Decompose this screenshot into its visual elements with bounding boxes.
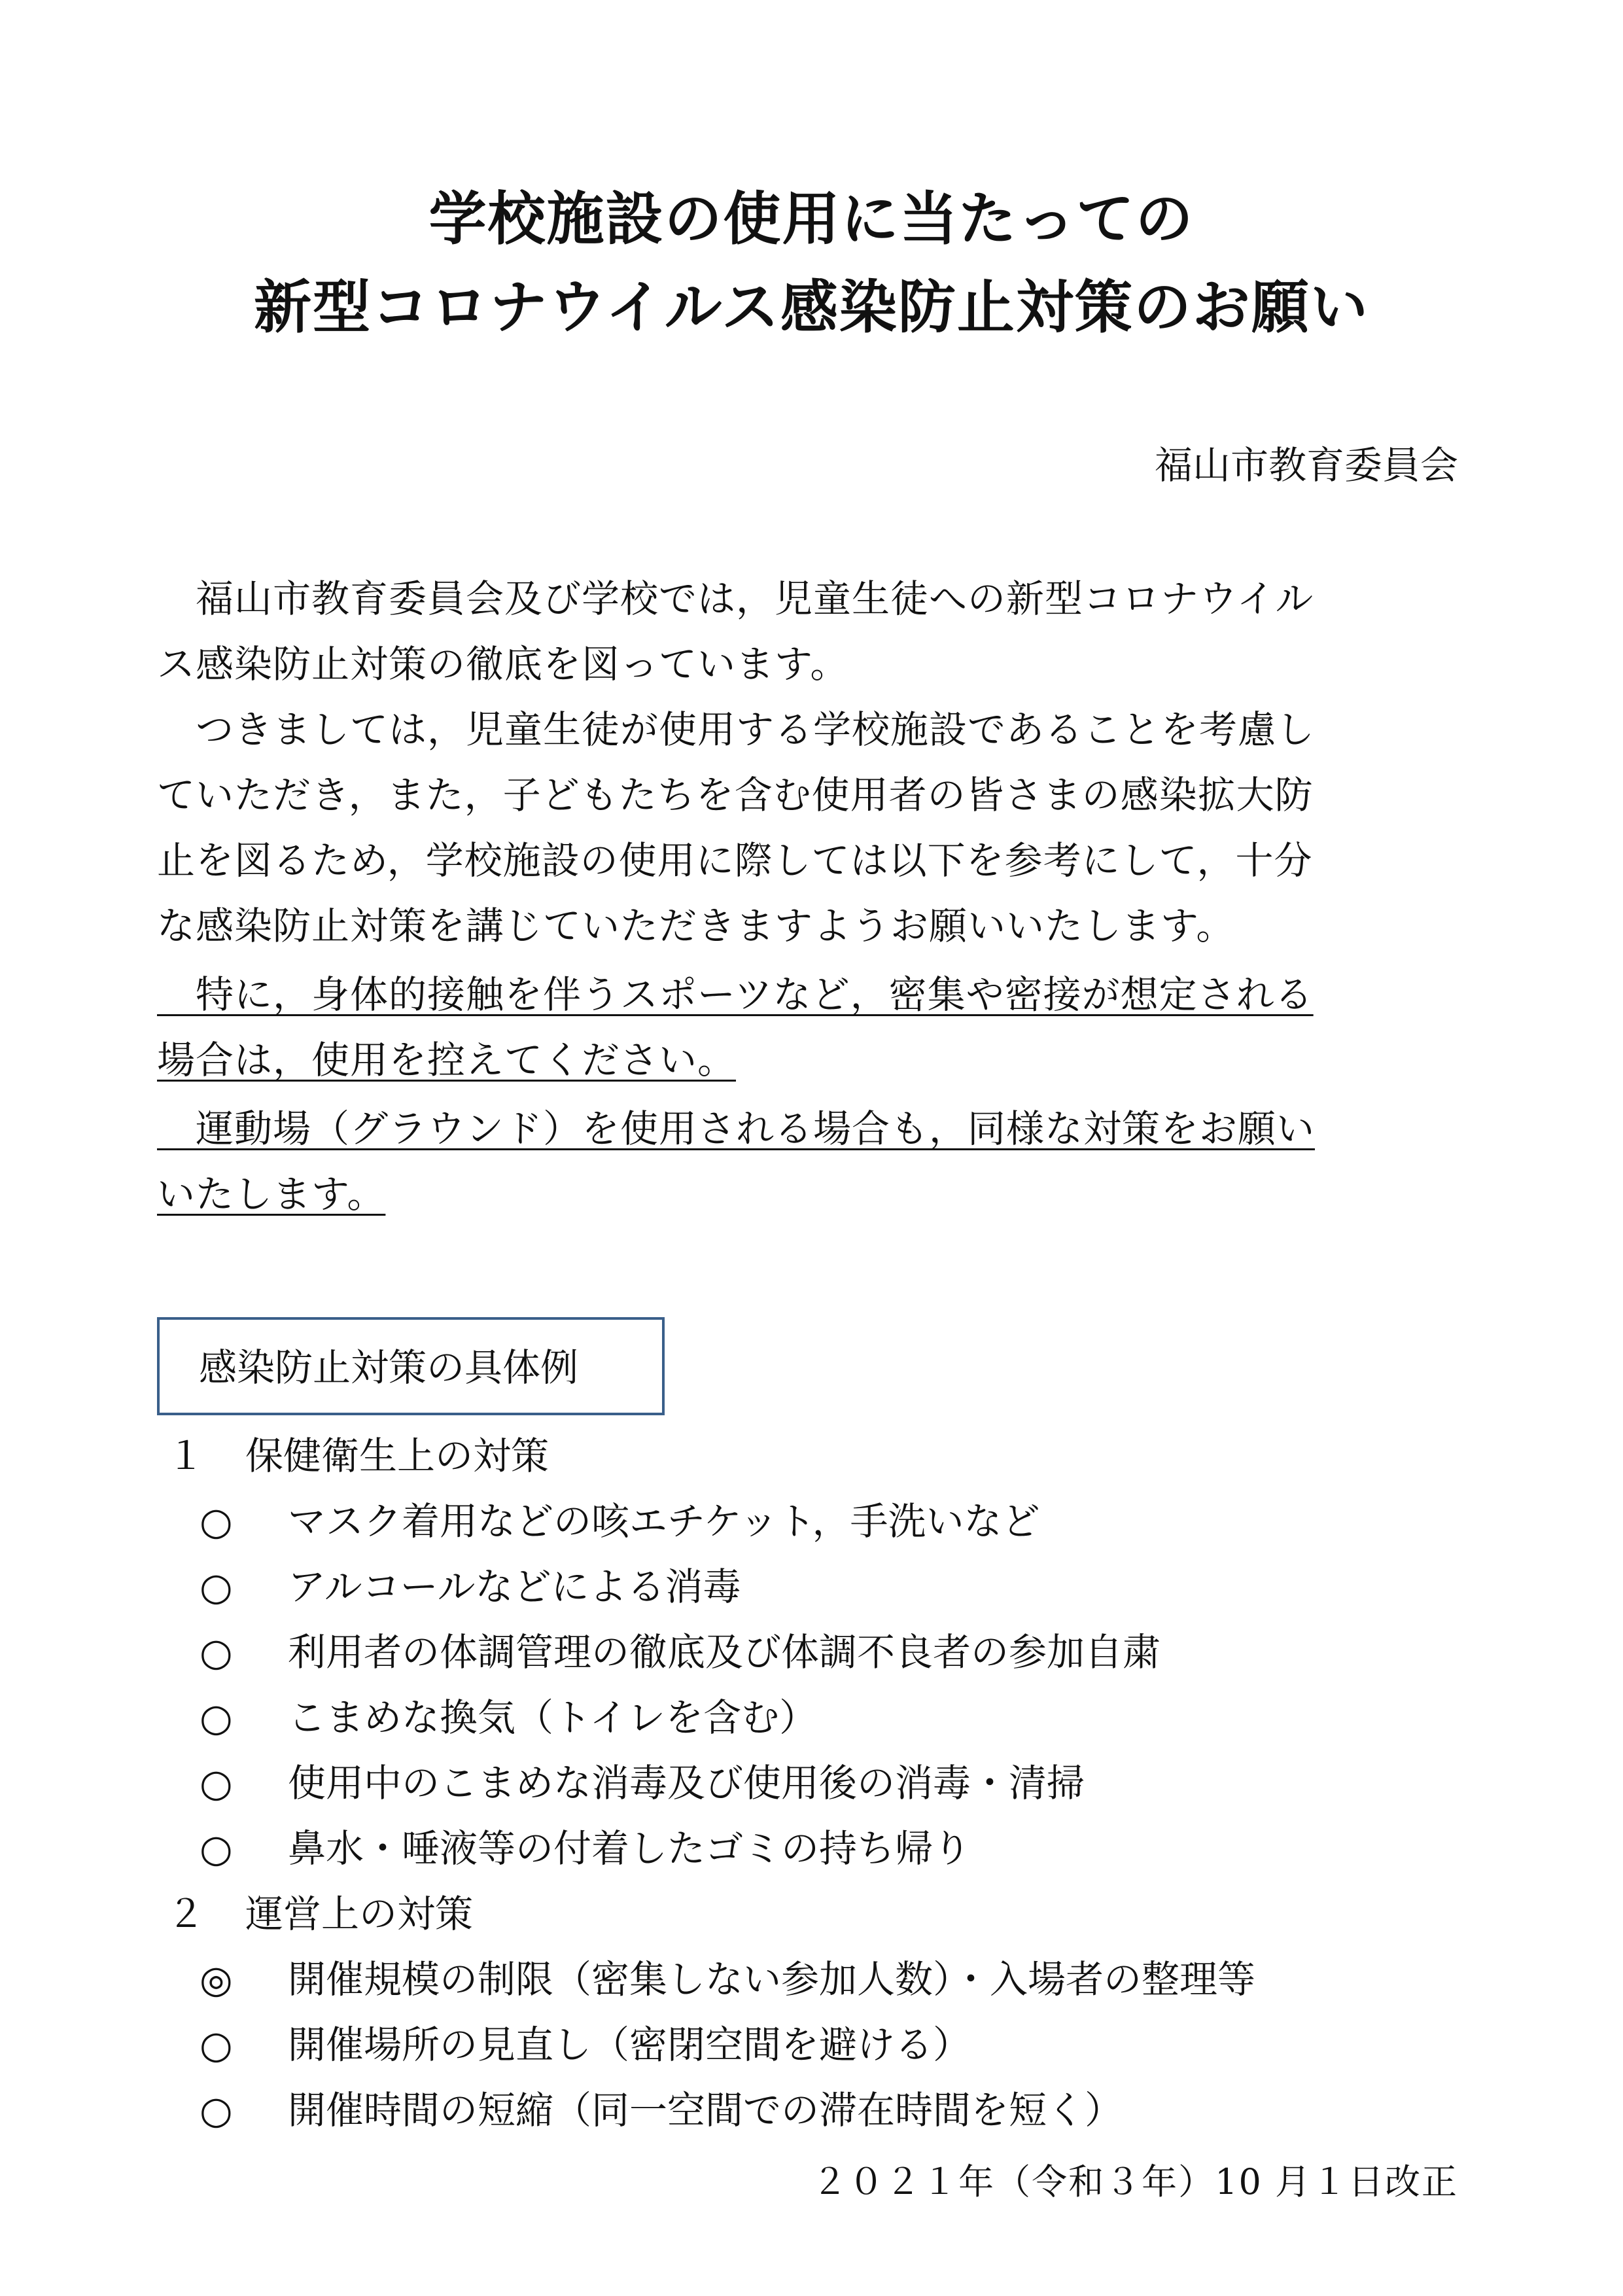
section-2-title: 運営上の対策 (245, 1892, 474, 1936)
circle-bullet-icon: ○ (200, 2022, 233, 2067)
list-item-text: 使用中のこまめな消毒及び使用後の消毒・清掃 (288, 1761, 1085, 1805)
body-line-2: ス感染防止対策の徹底を図っています。 (157, 642, 849, 686)
section-1-title: 保健衛生上の対策 (245, 1434, 550, 1478)
double-circle-bullet-icon: ◎ (200, 1957, 233, 2002)
list-item-text: こまめな換気（トイレを含む） (288, 1695, 818, 1740)
notice-line-3 (157, 1106, 1466, 1152)
circle-bullet-icon: ○ (200, 2088, 233, 2132)
list-item-text: 開催場所の見直し（密閉空間を避ける） (288, 2022, 971, 2067)
section-2-number: ２ (167, 1892, 205, 1936)
list-item-text: 開催規模の制限（密集しない参加人数）・入場者の整理等 (288, 1957, 1256, 2002)
circle-bullet-icon: ○ (200, 1630, 233, 1674)
issuer-organization: 福山市教育委員会 (1154, 443, 1458, 487)
examples-box-title: 感染防止対策の具体例 (199, 1345, 579, 1390)
document-title-line-1: 学校施設の使用に当たっての (428, 185, 1195, 253)
notice-line-2-text: 場合は，使用を控えてください。 (157, 1038, 737, 1082)
notice-line-1-text: 特に，身体的接触を伴うスポーツなど，密集や密接が想定される (157, 972, 1314, 1017)
list-item-text: 鼻水・唾液等の付着したゴミの持ち帰り (288, 1826, 971, 1871)
revision-date: ２０２１年（令和３年）10 月１日改正 (812, 2161, 1458, 2202)
section-1-number: １ (167, 1434, 205, 1478)
document-title-line-2: 新型コロナウイルス感染防止対策のお願い (254, 274, 1369, 341)
body-line-4: ていただき，また，子どもたちを含む使用者の皆さまの感染拡大防 (157, 773, 1314, 817)
list-item-text: アルコールなどによる消毒 (288, 1564, 741, 1609)
circle-bullet-icon: ○ (200, 1499, 233, 1544)
examples-box (157, 1317, 665, 1415)
notice-line-2 (157, 1037, 1466, 1083)
body-line-6: な感染防止対策を講じていただきますようお願いいたします。 (157, 904, 1235, 948)
circle-bullet-icon: ○ (200, 1564, 233, 1609)
notice-line-1 (157, 972, 1466, 1017)
notice-line-3-text: 運動場（グラウンド）を使用される場合も，同様な対策をお願い (157, 1106, 1316, 1151)
body-line-1: 福山市教育委員会及び学校では，児童生徒への新型コロナウイル (157, 576, 1314, 621)
list-item-text: 利用者の体調管理の徹底及び体調不良者の参加自粛 (288, 1630, 1161, 1674)
body-line-5: 止を図るため，学校施設の使用に際しては以下を参考にして，十分 (157, 838, 1313, 883)
circle-bullet-icon: ○ (200, 1761, 233, 1805)
body-line-3: つきましては，児童生徒が使用する学校施設であることを考慮し (157, 707, 1316, 752)
circle-bullet-icon: ○ (200, 1826, 233, 1871)
list-item-text: 開催時間の短縮（同一空間での滞在時間を短く） (288, 2088, 1123, 2132)
notice-line-4 (157, 1171, 1466, 1217)
notice-line-4-text: いたします。 (157, 1172, 386, 1216)
circle-bullet-icon: ○ (200, 1695, 233, 1740)
list-item-text: マスク着用などの咳エチケット，手洗いなど (288, 1499, 1040, 1544)
